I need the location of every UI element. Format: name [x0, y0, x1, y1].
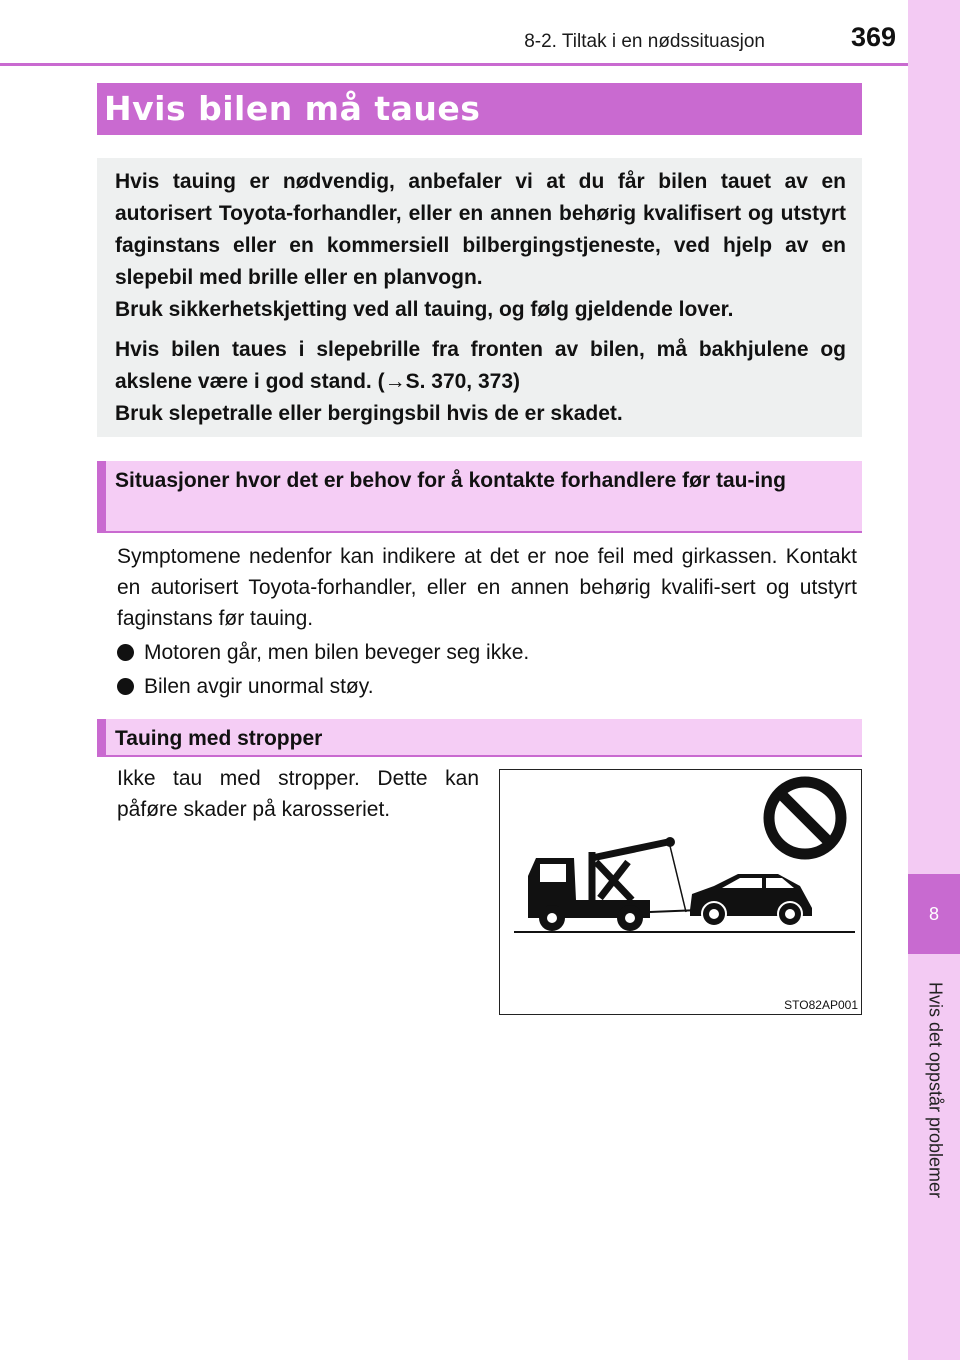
body-paragraph: Ikke tau med stropper. Dette kan påføre skader på karosseriet. — [117, 767, 479, 821]
section-heading-text: Tauing med stropper — [115, 727, 323, 750]
list-item — [117, 637, 857, 668]
section-body-dealer — [117, 541, 857, 702]
intro-paragraph: Bruk sikkerhetskjetting ved all tauing, og følg gjeldende lover. — [115, 298, 734, 321]
chapter-title-vertical: Hvis det oppstår problemer — [925, 981, 946, 1199]
intro-paragraph: Hvis bilen taues i slepebrille fra fronten av bilen, må bakhjulene og akslene være i god stand. (→S. 370, 373) — [115, 338, 846, 393]
tow-truck-icon — [528, 837, 700, 931]
bullet-icon — [117, 678, 134, 695]
figure-code: STO82AP001 — [784, 998, 858, 1012]
list-item-text: Bilen avgir unormal støy. — [144, 675, 374, 698]
page-title-bar — [97, 83, 862, 135]
list-item — [117, 671, 857, 702]
bullet-icon — [117, 644, 134, 661]
header-rule — [0, 63, 908, 66]
list-item-text: Motoren går, men bilen beveger seg ikke. — [144, 641, 530, 664]
tow-truck-illustration — [500, 770, 861, 1014]
page-number: 369 — [850, 22, 896, 52]
section-heading-straps — [97, 719, 862, 757]
intro-box — [97, 158, 862, 437]
chapter-number-tab: 8 — [908, 874, 960, 954]
body-paragraph: Symptomene nedenfor kan indikere at det er noe feil med girkassen. Kontakt en autorisert Toyota-forhandler, eller en annen behørig kvalifi-sert og utstyrt faginstans før tauing. — [117, 545, 857, 630]
towing-figure — [499, 769, 862, 1015]
page-title: Hvis bilen må taues — [104, 89, 481, 128]
intro-paragraph: Bruk slepetralle eller bergingsbil hvis de er skadet. — [115, 402, 623, 425]
prohibited-icon — [769, 782, 841, 854]
section-heading-text: Situasjoner hvor det er behov for å kontakte forhandlere før tau-ing — [115, 469, 786, 492]
running-header-section: 8-2. Tiltak i en nødssituasjon — [524, 31, 765, 52]
car-icon — [690, 874, 812, 926]
section-heading-dealer — [97, 461, 862, 533]
section-body-straps — [117, 763, 479, 825]
intro-paragraph: Hvis tauing er nødvendig, anbefaler vi at du får bilen tauet av en autorisert Toyota-forhandler, eller en annen behørig kvalifisert og utstyrt faginstans eller en kommersiell bilbergingstjeneste, ved hjelp av en slepebil med brille eller en planvogn. — [115, 170, 846, 289]
